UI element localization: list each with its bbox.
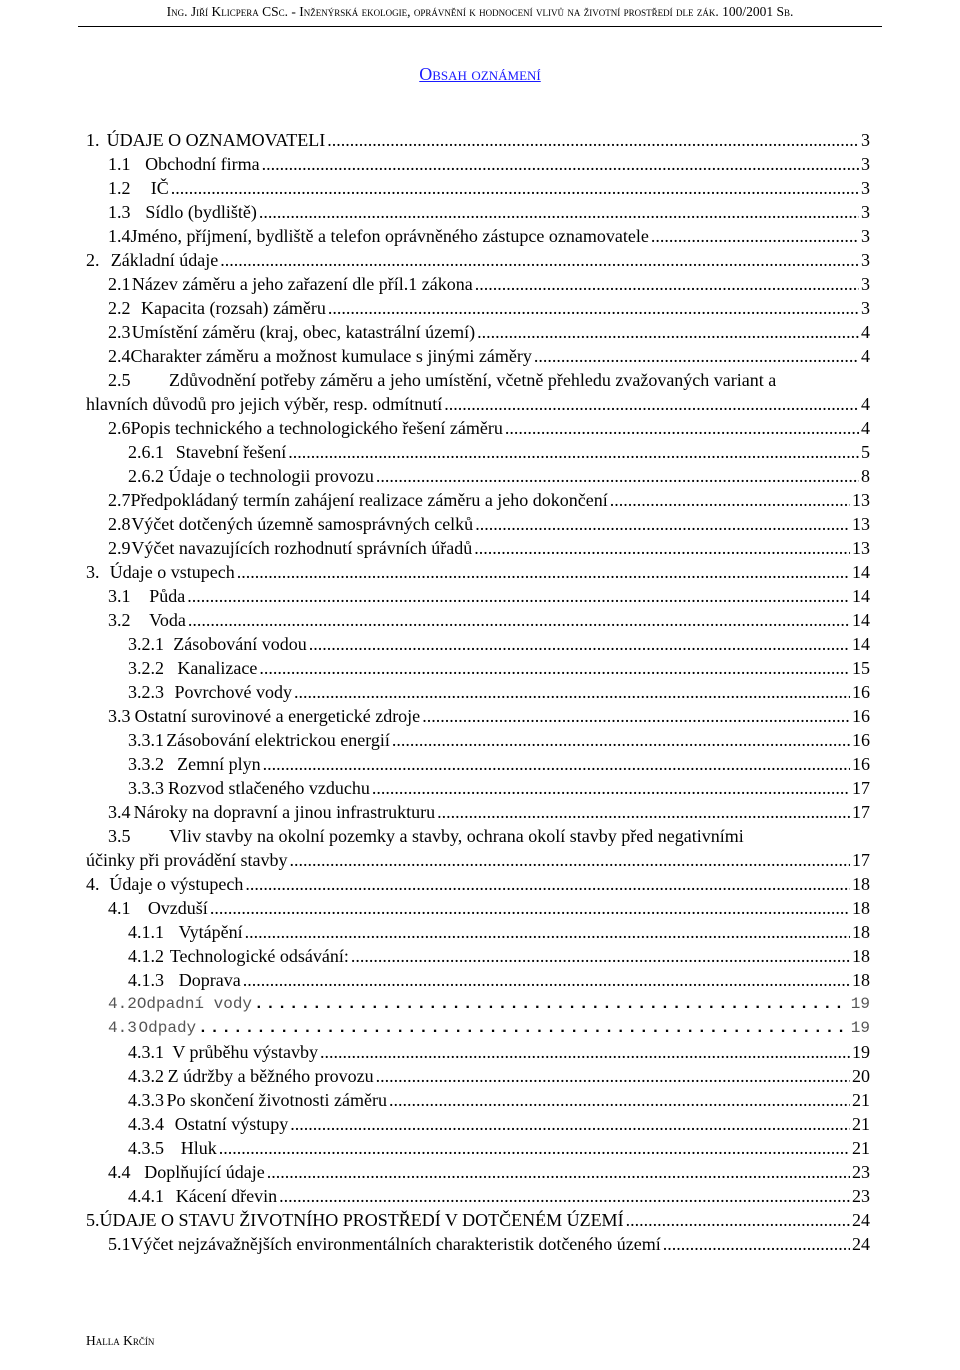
toc-entry[interactable] (86, 896, 870, 920)
toc-entry-number: 5.1 (108, 1234, 131, 1254)
toc-entry-title: Ovzduší (147, 898, 208, 918)
toc-entry[interactable] (86, 1232, 870, 1256)
toc-entry[interactable] (86, 584, 870, 608)
toc-leader-dots (245, 920, 850, 944)
toc-entry[interactable] (86, 920, 870, 944)
toc-leader-dots (171, 176, 859, 200)
toc-entry-page: 17 (852, 850, 870, 870)
toc-leader-dots (422, 704, 850, 728)
toc-entry[interactable] (86, 128, 870, 152)
toc-entry-page: 16 (852, 682, 870, 702)
toc-entry-number: 1.2 (108, 178, 131, 198)
toc-entry-page: 5 (861, 442, 870, 462)
toc-entry-page: 19 (850, 1019, 870, 1037)
toc-entry-page: 16 (852, 730, 870, 750)
toc-entry-page: 16 (852, 706, 870, 726)
toc-entry-page: 19 (850, 995, 870, 1013)
toc-entry-title: Výčet nejzávažnějších environmentálních charakteristik dotčeného území (130, 1234, 661, 1254)
toc-leader-dots (474, 536, 850, 560)
toc-entry-title: Zásobování vodou (173, 634, 307, 654)
toc-entry-number: 4.3.5 (128, 1138, 164, 1158)
toc-leader-dots (279, 1184, 850, 1208)
toc-leader-dots (187, 584, 850, 608)
toc-entry-title: ÚDAJE O STAVU ŽIVOTNÍHO PROSTŘEDÍ V DOTČENÉM ÚZEMÍ (99, 1210, 624, 1230)
page-footer: Halla Krčín (86, 1333, 155, 1348)
toc-entry-title: Doprava (178, 970, 241, 990)
toc-entry-title: Kácení dřevin (175, 1186, 278, 1206)
toc-entry-number: 2.6.1 (128, 442, 164, 462)
toc-leader-dots (245, 872, 850, 896)
toc-entry[interactable] (86, 992, 870, 1016)
toc-entry-number: 3.2.2 (128, 658, 164, 678)
toc-entry[interactable] (86, 968, 870, 992)
toc-entry-title: Odpady (138, 1019, 197, 1037)
toc-entry-title: Rozvod stlačeného vzduchu (167, 778, 370, 798)
toc-entry-title: Údaje o výstupech (109, 874, 244, 894)
toc-entry-title: Ostatní výstupy (174, 1114, 289, 1134)
toc-leader-dots (220, 248, 859, 272)
toc-entry-page: 3 (861, 274, 870, 294)
toc-entry-title-continued: účinky při provádění stavby (86, 850, 288, 870)
toc-leader-dots (475, 512, 850, 536)
toc-entry-number: 4.3 (108, 1019, 137, 1037)
toc-entry[interactable] (86, 368, 870, 416)
toc-leader-dots (477, 320, 859, 344)
toc-entry-number: 2. (86, 250, 100, 270)
toc-entry-number: 3. (86, 562, 100, 582)
toc-entry-title: Údaje o technologii provozu (168, 466, 374, 486)
toc-entry-page: 14 (852, 586, 870, 606)
toc-leader-dots (243, 968, 850, 992)
toc-leader-dots (372, 776, 850, 800)
toc-entry[interactable] (86, 1040, 870, 1064)
toc-entry[interactable] (86, 680, 870, 704)
toc-leader-dots (376, 1064, 850, 1088)
toc-leader-dots (294, 680, 850, 704)
toc-entry[interactable] (86, 464, 870, 488)
toc-entry[interactable] (86, 224, 870, 248)
toc-entry-title: Po skončení životnosti záměru (166, 1090, 387, 1110)
header-rule (78, 26, 882, 27)
toc-entry-number: 4.4.1 (128, 1186, 164, 1206)
toc-entry[interactable] (86, 272, 870, 296)
toc-entry[interactable] (86, 1208, 870, 1232)
toc-entry-page: 18 (852, 970, 870, 990)
toc-entry-number: 4.1.2 (128, 946, 164, 966)
toc-entry[interactable] (86, 176, 870, 200)
toc-entry-title: Umístění záměru (kraj, obec, katastrální území) (131, 322, 476, 342)
toc-entry[interactable] (86, 632, 870, 656)
toc-entry-number: 3.5 (108, 826, 131, 846)
toc-entry-number: 4.4 (108, 1162, 131, 1182)
toc-entry-page: 4 (861, 418, 870, 438)
toc-leader-dots (534, 344, 859, 368)
toc-entry-page: 23 (852, 1186, 870, 1206)
toc-entry-number: 4.3.4 (128, 1114, 164, 1134)
toc-entry[interactable] (86, 200, 870, 224)
toc-entry-page: 3 (861, 226, 870, 246)
toc-entry-page: 14 (852, 562, 870, 582)
toc-entry-number: 4.1 (108, 898, 131, 918)
toc-entry-number: 3.4 (108, 802, 131, 822)
toc-entry-title: Výčet dotčených územně samosprávných celků (131, 514, 474, 534)
toc-entry-title: IČ (150, 178, 169, 198)
toc-entry-page: 4 (861, 322, 870, 342)
toc-leader-dots (309, 632, 850, 656)
toc-entry-title: Zásobování elektrickou energií (166, 730, 390, 750)
toc-entry-title: Název záměru a jeho zařazení dle příl.1 zákona (131, 274, 473, 294)
toc-entry[interactable] (86, 1136, 870, 1160)
toc-entry-page: 24 (852, 1210, 870, 1230)
toc-entry-title: Sídlo (bydliště) (145, 202, 257, 222)
page-header: Ing. Jiří Klicpera CSc. - Inženýrská ekologie, oprávnění k hodnocení vlivů na životní prostředí dle zák. 100/2001 Sb. (166, 4, 794, 19)
toc-entry[interactable] (86, 1112, 870, 1136)
toc-entry[interactable] (86, 728, 870, 752)
toc-leader-dots (198, 1016, 849, 1040)
toc-entry-number: 5. (86, 1210, 100, 1230)
toc-entry-page: 23 (852, 1162, 870, 1182)
toc-leader-dots (289, 848, 850, 872)
toc-leader-dots (437, 800, 850, 824)
toc-entry[interactable] (86, 440, 870, 464)
toc-entry-page: 19 (852, 1042, 870, 1062)
toc-entry[interactable] (86, 152, 870, 176)
toc-leader-dots (327, 128, 859, 152)
toc-entry-title: Kanalizace (177, 658, 258, 678)
toc-entry-page: 14 (852, 610, 870, 630)
toc-leader-dots (237, 560, 850, 584)
toc-entry-title: Předpokládaný termín zahájení realizace záměru a jeho dokončení (130, 490, 608, 510)
toc-entry-title: V průběhu výstavby (172, 1042, 318, 1062)
toc-entry[interactable] (86, 1160, 870, 1184)
toc-title[interactable]: Obsah oznámení (419, 64, 541, 84)
toc-entry-page: 24 (852, 1234, 870, 1254)
toc-entry[interactable] (86, 704, 870, 728)
toc-entry-page: 3 (861, 202, 870, 222)
toc-leader-dots (392, 728, 850, 752)
toc-entry-page: 3 (861, 130, 870, 150)
toc-leader-dots (288, 440, 859, 464)
toc-entry-page: 3 (861, 154, 870, 174)
toc-entry-number: 4.1.3 (128, 970, 164, 990)
toc-entry-page: 18 (852, 922, 870, 942)
toc-entry-number: 3.2 (108, 610, 131, 630)
toc-entry-number: 1.3 (108, 202, 131, 222)
toc-entry[interactable] (86, 344, 870, 368)
toc-entry-number: 2.6 (108, 418, 131, 438)
toc-entry-number: 2.5 (108, 370, 131, 390)
toc-leader-dots (444, 392, 859, 416)
toc-leader-dots (475, 272, 859, 296)
toc-entry-page: 3 (861, 298, 870, 318)
toc-entry-number: 4.3.3 (128, 1090, 164, 1110)
toc-entry-page: 17 (852, 778, 870, 798)
toc-entry[interactable] (86, 560, 870, 584)
toc-entry-number: 3.2.1 (128, 634, 164, 654)
toc-entry-number: 1.1 (108, 154, 131, 174)
toc-entry-page: 13 (852, 538, 870, 558)
toc-leader-dots (610, 488, 850, 512)
toc-entry[interactable] (86, 656, 870, 680)
toc-entry-number: 2.7 (108, 490, 131, 510)
toc-leader-dots (219, 1136, 850, 1160)
toc-entry-title: Kapacita (rozsah) záměru (141, 298, 326, 318)
toc-entry-title: Stavební řešení (175, 442, 287, 462)
toc-entry-number: 2.6.2 (128, 466, 164, 486)
toc-entry[interactable] (86, 776, 870, 800)
toc-leader-dots (626, 1208, 850, 1232)
toc-entry[interactable] (86, 248, 870, 272)
toc-leader-dots (259, 200, 859, 224)
toc-entry-number: 4.2 (108, 995, 137, 1013)
toc-entry-title: ÚDAJE O OZNAMOVATELI (106, 130, 326, 150)
toc-entry-title: Půda (149, 586, 186, 606)
toc-entry[interactable] (86, 488, 870, 512)
toc-entry-title: Údaje o vstupech (109, 562, 235, 582)
toc-leader-dots (376, 464, 859, 488)
toc-leader-dots (210, 896, 850, 920)
toc-leader-dots (267, 1160, 850, 1184)
toc-entry-page: 4 (861, 394, 870, 414)
toc-entry-title: Odpadní vody (136, 995, 253, 1013)
toc-leader-dots (651, 224, 859, 248)
toc-leader-dots (328, 296, 859, 320)
toc-leader-dots (259, 656, 850, 680)
toc-leader-dots (351, 944, 850, 968)
toc-entry-number: 4.3.2 (128, 1066, 164, 1086)
toc-entry-number: 2.4 (108, 346, 131, 366)
toc-entry-title: Výčet navazujících rozhodnutí správních úřadů (131, 538, 473, 558)
toc-leader-dots (254, 992, 849, 1016)
toc-leader-dots (263, 752, 850, 776)
toc-entry-number: 3.3.1 (128, 730, 164, 750)
toc-entry-page: 3 (861, 250, 870, 270)
toc-entry-number: 3.2.3 (128, 682, 164, 702)
toc-entry-title: Doplňující údaje (144, 1162, 265, 1182)
toc-entry[interactable] (86, 872, 870, 896)
toc-entry-title: Technologické odsávání: (169, 946, 349, 966)
toc-entry-title: Popis technického a technologického řešení záměru (130, 418, 503, 438)
toc-entry-page: 21 (852, 1114, 870, 1134)
toc-entry-page: 14 (852, 634, 870, 654)
toc-entry-page: 20 (852, 1066, 870, 1086)
toc-leader-dots (290, 1112, 850, 1136)
toc-leader-dots (505, 416, 859, 440)
toc-entry[interactable] (86, 296, 870, 320)
toc-entry-page: 15 (852, 658, 870, 678)
toc-leader-dots (320, 1040, 850, 1064)
toc-entry[interactable] (86, 752, 870, 776)
toc-entry-page: 17 (852, 802, 870, 822)
toc-entry[interactable] (86, 800, 870, 824)
toc-entry-page: 18 (852, 946, 870, 966)
table-of-contents (86, 128, 870, 1256)
toc-entry[interactable] (86, 512, 870, 536)
toc-entry[interactable] (86, 608, 870, 632)
toc-entry-title: Zemní plyn (177, 754, 261, 774)
toc-entry-page: 21 (852, 1138, 870, 1158)
toc-entry-page: 8 (861, 466, 870, 486)
toc-entry-number: 2.1 (108, 274, 131, 294)
toc-entry-page: 18 (852, 874, 870, 894)
toc-entry-title: Základní údaje (110, 250, 219, 270)
toc-entry[interactable] (86, 1064, 870, 1088)
toc-entry-page: 4 (861, 346, 870, 366)
toc-leader-dots (389, 1088, 850, 1112)
toc-entry-number: 4.1.1 (128, 922, 164, 942)
toc-entry[interactable] (86, 536, 870, 560)
toc-entry-title: Z údržby a běžného provozu (167, 1066, 374, 1086)
toc-entry-number: 1. (86, 130, 100, 150)
toc-entry-title: Povrchové vody (174, 682, 292, 702)
toc-entry[interactable] (86, 1016, 870, 1040)
toc-entry[interactable] (86, 416, 870, 440)
toc-entry-page: 13 (852, 490, 870, 510)
toc-entry[interactable] (86, 1088, 870, 1112)
toc-entry-page: 3 (861, 178, 870, 198)
toc-entry-title: Voda (149, 610, 186, 630)
toc-entry-number: 2.3 (108, 322, 131, 342)
toc-entry-number: 3.3.3 (128, 778, 164, 798)
toc-entry-title: Zdůvodnění potřeby záměru a jeho umístění, včetně přehledu zvažovaných variant a (169, 370, 777, 390)
toc-leader-dots (663, 1232, 850, 1256)
toc-entry-number: 3.3.2 (128, 754, 164, 774)
toc-entry-title-continued: hlavních důvodů pro jejich výběr, resp. odmítnutí (86, 394, 443, 414)
toc-entry-page: 21 (852, 1090, 870, 1110)
toc-entry-title: Charakter záměru a možnost kumulace s jinými záměry (130, 346, 532, 366)
toc-entry-title: Vliv stavby na okolní pozemky a stavby, ochrana okolí stavby před negativními (169, 826, 744, 846)
toc-entry-title: Hluk (180, 1138, 217, 1158)
toc-entry-number: 3.1 (108, 586, 131, 606)
toc-entry[interactable] (86, 1184, 870, 1208)
toc-entry-page: 13 (852, 514, 870, 534)
toc-entry-number: 4.3.1 (128, 1042, 164, 1062)
toc-entry-number: 4. (86, 874, 100, 894)
toc-leader-dots (188, 608, 850, 632)
toc-entry[interactable] (86, 320, 870, 344)
toc-entry-number: 1.4 (108, 226, 131, 246)
toc-leader-dots (262, 152, 859, 176)
toc-entry-number: 2.2 (108, 298, 131, 318)
toc-entry-title: Nároky na dopravní a jinou infrastrukturu (133, 802, 436, 822)
toc-entry-page: 16 (852, 754, 870, 774)
toc-entry[interactable] (86, 824, 870, 872)
toc-entry-title: Obchodní firma (145, 154, 260, 174)
toc-entry-title: Vytápění (178, 922, 243, 942)
toc-entry-number: 2.8 (108, 514, 131, 534)
toc-entry[interactable] (86, 944, 870, 968)
toc-entry-title: Jméno, příjmení, bydliště a telefon oprávněného zástupce oznamovatele (130, 226, 649, 246)
toc-entry-title: Ostatní surovinové a energetické zdroje (134, 706, 421, 726)
toc-entry-number: 2.9 (108, 538, 131, 558)
toc-entry-page: 18 (852, 898, 870, 918)
toc-entry-number: 3.3 (108, 706, 131, 726)
